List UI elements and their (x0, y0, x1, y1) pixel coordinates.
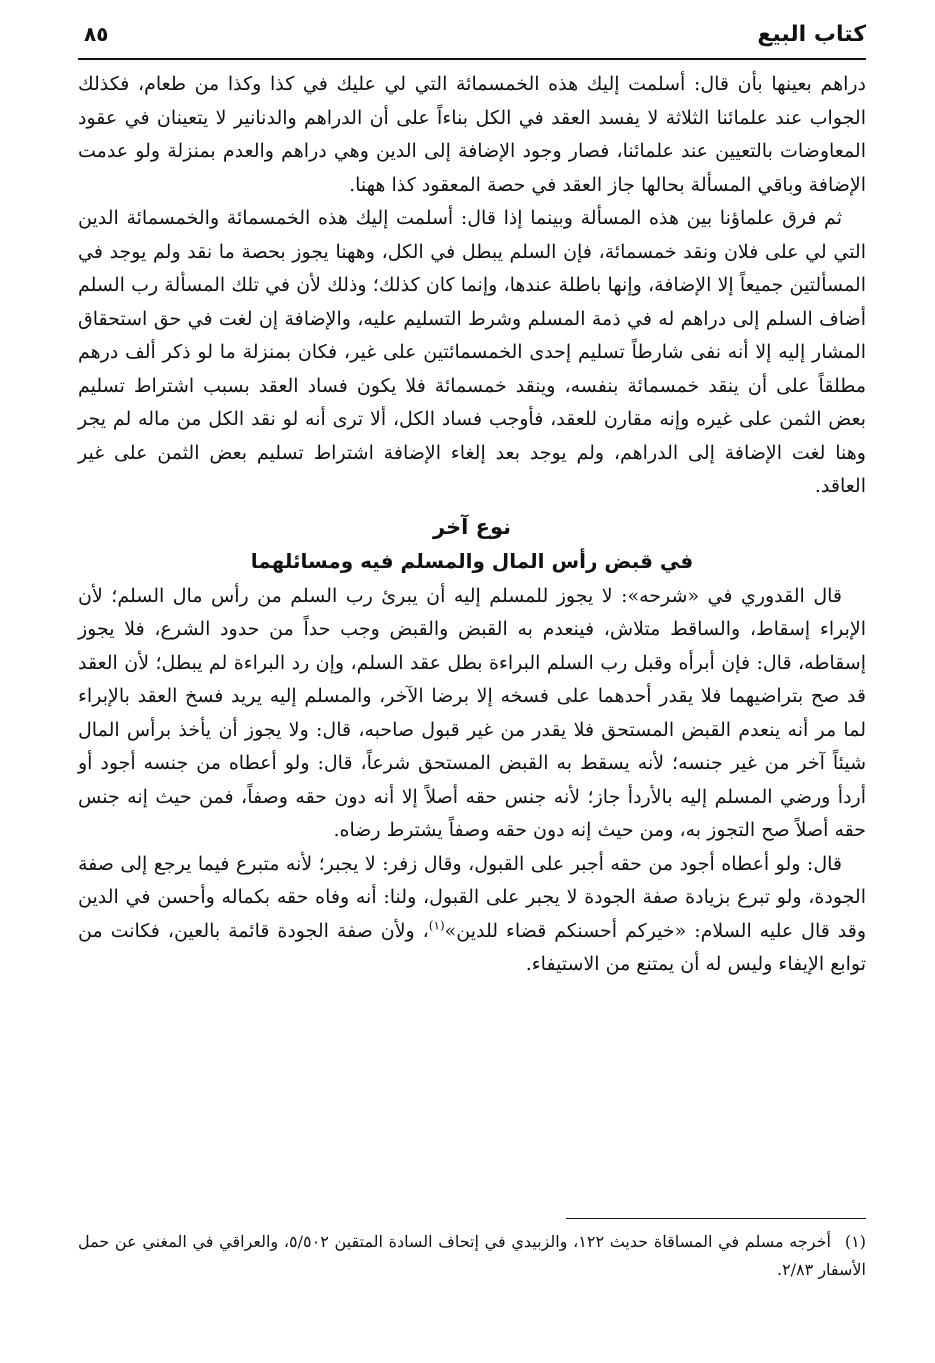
paragraph: دراهم بعينها بأن قال: أسلمت إليك هذه الخمسمائة التي لي عليك في كذا وكذا من طعام، فكذلك الجواب عند علمائنا الثلاثة لا يفسد العقد في الكل بناءاً على أن الدراهم والدنانير لا يتعينان في عقود المعاوضات بالتعيين عند علمائنا، فصار وجود الإضافة إلى الدين وهي دراهم والعدم بمنزلة ولو عدمت الإضافة وباقي المسألة بحالها جاز العقد في حصة المعقود كذا ههنا. (78, 73, 866, 196)
footnote-marker: (١) (844, 1232, 867, 1251)
paragraph (78, 848, 866, 982)
main-text (78, 68, 866, 982)
footnote (78, 1228, 866, 1284)
paragraph-text: ، ولأن صفة الجودة قائمة بالعين، فكانت من توابع الإيفاء وليس له أن يمتنع من الاستيفاء. (78, 919, 866, 975)
running-header (78, 18, 866, 60)
footnote-reference[interactable]: (١) (428, 918, 445, 933)
paragraph: ثم فرق علماؤنا بين هذه المسألة وبينما إذا قال: أسلمت إليك هذه الخمسمائة والخمسمائة الدين التي لي على فلان ونقد خمسمائة، فإن السلم يبطل في الكل، وههنا يجوز بحصة ما نقد ولم يوجد في المسألتين جميعاً إلا الإضافة، وإنها باطلة عندها، وإنما كان كذلك؛ وذلك لأن في تلك المسألة رب السلم أضاف السلم إلى دراهم له في ذمة المسلم وشرط التسليم عليه، والإضافة إن لغت في حق استحقاق المشار إليه إلا أنه نفى شارطاً تسليم إحدى الخمسمائتين على غير، فكان بمنزلة ما لو ذكر ألف درهم مطلقاً على أن ينقد خمسمائة بنفسه، وينقد خمسمائة فلا يكون فساد العقد بسبب اشتراط تسليم بعض الثمن على غيره وإنه مقارن للعقد، فأوجب فساد الكل، ألا ترى أنه لو نقد الكل من ماله لم يجر وهنا لغت الإضافة إلى الدراهم، ولم يوجد بعد إلغاء الإضافة اشتراط تسليم بعض الثمن على غير العاقد. (78, 207, 866, 497)
section-heading: نوع آخر (432, 514, 512, 539)
paragraph-text: قال: ولو أعطاه أجود من حقه أجبر على القبول، وقال زفر: لا يجبر؛ لأنه متبرع فيما يرجع إلى صفة الجودة، ولو تبرع بزيادة صفة الجودة لا يجبر على القبول، ولنا: أنه وفاه حقه بكماله وأحسن في الدين وقد قال عليه السلام: «خيركم أحسنكم قضاء للدين» (78, 852, 866, 942)
footnote-divider (566, 1218, 866, 1219)
book-page (78, 18, 866, 1338)
footnote-text: أخرجه مسلم في المساقاة حديث ١٢٢، والزبيدي في إتحاف السادة المتقين ٥/٥٠٢، والعراقي في المغني عن حمل الأسفار ٢/٨٣. (78, 1232, 866, 1279)
section-subheading: في قبض رأس المال والمسلم فيه ومسائلهما (250, 548, 694, 573)
page-number: ٨٥ (84, 22, 109, 46)
book-title: كتاب البيع (757, 22, 866, 47)
footnotes (78, 1228, 866, 1284)
paragraph: قال القدوري في «شرحه»: لا يجوز للمسلم إليه أن يبرئ رب السلم من رأس مال السلم؛ لأن الإبراء إسقاط، والساقط متلاش، فينعدم به القبض والقبض وجب حداً من حدود الشرع، فلا يجوز إسقاطه، قال: فإن أبرأه وقبل رب السلم البراءة بطل عقد السلم، وإن رد البراءة لم يبطل؛ لأن العقد قد صح بتراضيهما فلا يقدر أحدهما على فسخه إلا برضا الآخر، والمسلم إليه يريد فسخ العقد بالإبراء لما مر أنه ينعدم القبض المستحق فلا يقدر من غير قبول صاحبه، قال: ولا يجوز أن يأخذ برأس المال شيئاً آخر من غير جنسه؛ لأنه يسقط به القبض المستحق شرعاً، قال: ولو أعطاه من جنسه أجود أو أردأ ورضي المسلم إليه بالأردأ جاز؛ لأنه جنس حقه أصلاً إلا أنه دون حقه وصفاً، فمن حيث إنه جنس حقه أصلاً صح التجوز به، ومن حيث إنه دون حقه وصفاً يشترط رضاه. (78, 584, 866, 841)
